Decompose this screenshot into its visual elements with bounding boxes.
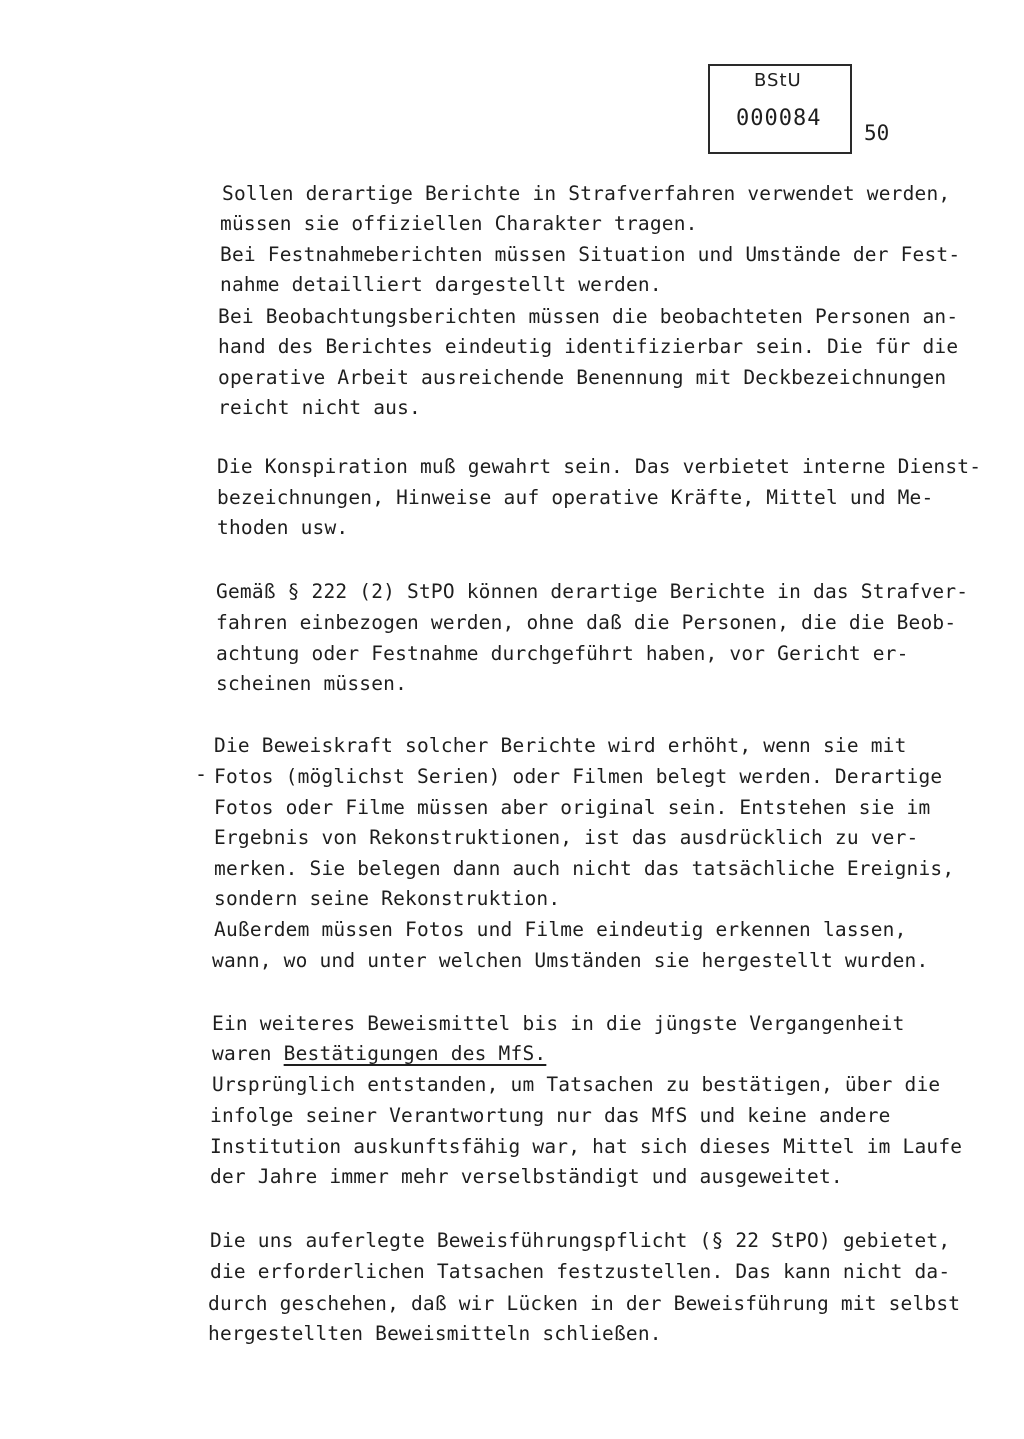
text-line: scheinen müssen. — [216, 672, 408, 695]
text-line: sondern seine Rekonstruktion. — [214, 887, 561, 910]
text-line: Fotos oder Filme müssen aber original sein. Entstehen sie im — [214, 796, 931, 819]
text-line: Ursprünglich entstanden, um Tatsachen zu bestätigen, über die — [212, 1073, 941, 1096]
margin-mark: - — [195, 762, 208, 786]
text-line: Die Konspiration muß gewahrt sein. Das verbietet interne Dienst- — [217, 455, 982, 478]
archive-stamp — [708, 64, 852, 154]
text-line — [212, 1042, 546, 1065]
text-line: hergestellten Beweismitteln schließen. — [208, 1322, 662, 1345]
text-segment: waren — [212, 1042, 284, 1065]
text-line: Fotos (möglichst Serien) oder Filmen belegt werden. Derartige — [214, 765, 943, 788]
text-line: bezeichnungen, Hinweise auf operative Kräfte, Mittel und Me- — [217, 486, 934, 509]
text-line: nahme detailliert dargestellt werden. — [220, 273, 662, 296]
text-line: Die uns auferlegte Beweisführungspflicht (§ 22 StPO) gebietet, — [210, 1229, 951, 1252]
text-line: die erforderlichen Tatsachen festzustellen. Das kann nicht da- — [210, 1260, 951, 1283]
text-line: reicht nicht aus. — [218, 396, 421, 419]
text-line: müssen sie offiziellen Charakter tragen. — [220, 212, 698, 235]
text-line: Außerdem müssen Fotos und Filme eindeutig erkennen lassen, — [214, 918, 907, 941]
stamp-org: BStU — [754, 70, 802, 91]
stamp-number: 000084 — [736, 106, 822, 131]
text-line: hand des Berichtes eindeutig identifizierbar sein. Die für die — [218, 335, 959, 358]
text-line: thoden usw. — [217, 516, 349, 539]
text-line: Bei Beobachtungsberichten müssen die beobachteten Personen an- — [218, 305, 959, 328]
text-line: Gemäß § 222 (2) StPO können derartige Berichte in das Strafver- — [216, 580, 969, 603]
text-line: infolge seiner Verantwortung nur das MfS und keine andere — [210, 1104, 891, 1127]
text-line: Ein weiteres Beweismittel bis in die jüngste Vergangenheit — [212, 1012, 905, 1035]
text-line: operative Arbeit ausreichende Benennung mit Deckbezeichnungen — [218, 366, 947, 389]
underlined-term: Bestätigungen des MfS. — [283, 1042, 547, 1065]
text-line: merken. Sie belegen dann auch nicht das tatsächliche Ereignis, — [214, 857, 955, 880]
text-line: Sollen derartige Berichte in Strafverfahren verwendet werden, — [222, 182, 951, 205]
text-line: durch geschehen, daß wir Lücken in der Beweisführung mit selbst — [208, 1292, 961, 1315]
text-line: Die Beweiskraft solcher Berichte wird erhöht, wenn sie mit — [214, 734, 907, 757]
text-line: achtung oder Festnahme durchgeführt haben, vor Gericht er- — [216, 642, 909, 665]
text-line: Ergebnis von Rekonstruktionen, ist das ausdrücklich zu ver- — [214, 826, 919, 849]
page-number: 50 — [864, 121, 890, 145]
text-line: Bei Festnahmeberichten müssen Situation und Umstände der Fest- — [220, 243, 961, 266]
text-line: der Jahre immer mehr verselbständigt und ausgeweitet. — [210, 1165, 843, 1188]
text-line: Institution auskunftsfähig war, hat sich dieses Mittel im Laufe — [210, 1135, 963, 1158]
text-line: wann, wo und unter welchen Umständen sie hergestellt wurden. — [212, 949, 929, 972]
text-line: fahren einbezogen werden, ohne daß die Personen, die die Beob- — [216, 611, 957, 634]
